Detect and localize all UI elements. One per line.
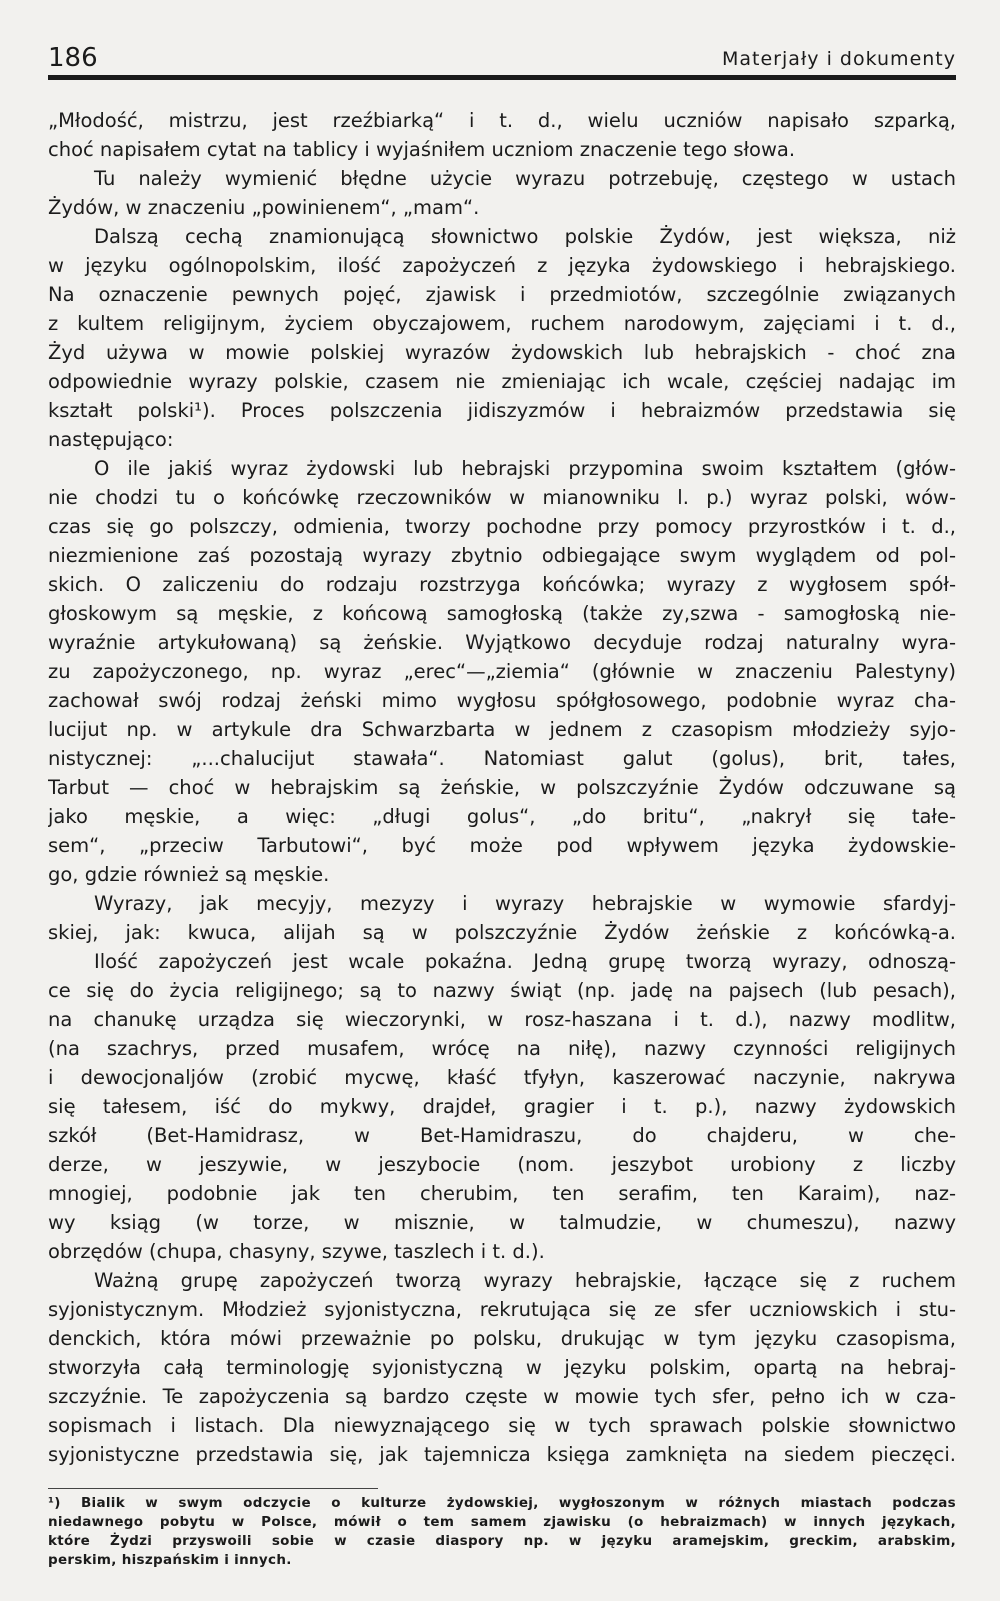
text-line: głoskowym są męskie, z końcową samogłoską (także zy,szwa - samogłoską nie- <box>48 602 956 625</box>
text-line: nie chodzi tu o końcówkę rzeczowników w mianowniku l. p.) wyraz polski, wów- <box>48 486 956 509</box>
text-line: nistycznej: „...chalucijut stawała“. Natomiast galut (golus), brit, tałes, <box>48 747 956 770</box>
text-line: jako męskie, a więc: „długi golus“, „do britu“, „nakrył się tałe- <box>48 805 956 828</box>
text-line: zu zapożyczonego, np. wyraz „erec“—„ziemia“ (głównie w znaczeniu Palestyny) <box>48 660 956 683</box>
text-line: w języku ogólnopolskim, ilość zapożyczeń z języka żydowskiego i hebrajskiego. <box>48 254 956 277</box>
text-line: Żyd używa w mowie polskiej wyrazów żydowskich lub hebrajskich - choć zna <box>48 341 956 364</box>
text-line: Na oznaczenie pewnych pojęć, zjawisk i przedmiotów, szczególnie związanych <box>48 283 956 306</box>
text-line: obrzędów (chupa, chasyny, szywe, taszlech i t. d.). <box>48 1240 545 1263</box>
text-line: lucijut np. w artykule dra Schwarzbarta w jednem z czasopism młodzieży syjo- <box>48 718 956 741</box>
text-line: czas się go polszczy, odmienia, tworzy pochodne przy pomocy przyrostków i t. d., <box>48 515 956 538</box>
text-line: Tu należy wymienić błędne użycie wyrazu potrzebuję, częstego w ustach <box>94 167 956 190</box>
text-line: stworzyła całą terminologję syjonistyczną w języku polskim, opartą na hebraj- <box>48 1356 956 1379</box>
text-line: wy ksiąg (w torze, w misznie, w talmudzie, w chumeszu), nazwy <box>48 1211 956 1234</box>
text-line: ce się do życia religijnego; są to nazwy świąt (np. jadę na pajsech (lub pesach), <box>48 979 956 1002</box>
text-line: syjonistycznym. Młodzież syjonistyczna, rekrutująca się ze sfer uczniowskich i stu- <box>48 1298 956 1321</box>
text-line: (na szachrys, przed musafem, wrócę na niłę), nazwy czynności religijnych <box>48 1037 956 1060</box>
text-line: kształt polski¹). Proces polszczenia jidiszyzmów i hebraizmów przedstawia się <box>48 399 956 422</box>
text-line: choć napisałem cytat na tablicy i wyjaśniłem uczniom znaczenie tego słowa. <box>48 138 796 161</box>
text-line: skich. O zaliczeniu do rodzaju rozstrzyga końcówka; wyrazy z wygłosem spół- <box>48 573 956 596</box>
text-line: niezmienione zaś pozostają wyrazy zbytnio odbiegające swym wyglądem od pol- <box>48 544 956 567</box>
text-line: wyraźnie artykułowaną) są żeńskie. Wyjątkowo decyduje rodzaj naturalny wyra- <box>48 631 956 654</box>
header-rule <box>48 75 956 80</box>
text-line: Wyrazy, jak mecyjy, mezyzy i wyrazy hebrajskie w wymowie sfardyj- <box>94 892 956 915</box>
text-line: „Młodość, mistrzu, jest rzeźbiarką“ i t. d., wielu uczniów napisało szparką, <box>48 109 956 132</box>
footnote-line: ¹) Bialik w swym odczycie o kulturze żydowskiej, wygłoszonym w różnych miastach podczas <box>48 1495 956 1511</box>
body-text <box>48 106 956 1469</box>
page-number: 186 <box>48 43 98 73</box>
footnote-line: niedawnego pobytu w Polsce, mówił o tem samem zjawisku (o hebraizmach) w innych językach, <box>48 1514 956 1530</box>
footnote-line: perskim, hiszpańskim i innych. <box>48 1552 292 1568</box>
text-line: Tarbut — choć w hebrajskim są żeńskie, w polszczyźnie Żydów odczuwane są <box>48 776 956 799</box>
text-line: zachował swój rodzaj żeński mimo wygłosu spółgłosowego, podobnie wyraz cha- <box>48 689 956 712</box>
text-line: mnogiej, podobnie jak ten cherubim, ten serafim, ten Karaim), naz- <box>48 1182 956 1205</box>
text-line: Dalszą cechą znamionującą słownictwo polskie Żydów, jest większa, niż <box>94 225 956 248</box>
text-line: odpowiednie wyrazy polskie, czasem nie zmieniając ich wcale, częściej nadając im <box>48 370 956 393</box>
text-line: Ważną grupę zapożyczeń tworzą wyrazy hebrajskie, łączące się z ruchem <box>94 1269 956 1292</box>
text-line: na chanukę urządza się wieczorynki, w rosz-haszana i t. d.), nazwy modlitw, <box>48 1008 956 1031</box>
page-header <box>48 42 956 76</box>
footnote-line: które Żydzi przyswoili sobie w czasie diaspory np. w języku aramejskim, greckim, arabskim, <box>48 1533 956 1549</box>
running-title: Materjały i dokumenty <box>722 48 956 70</box>
footnotes <box>48 1494 956 1570</box>
text-line: Ilość zapożyczeń jest wcale pokaźna. Jedną grupę tworzą wyrazy, odnoszą- <box>94 950 956 973</box>
footnote-divider <box>48 1488 378 1489</box>
text-line: sem“, „przeciw Tarbutowi“, być może pod wpływem języka żydowskie- <box>48 834 956 857</box>
text-line: O ile jakiś wyraz żydowski lub hebrajski przypomina swoim kształtem (głów- <box>94 457 956 480</box>
text-line: szczyźnie. Te zapożyczenia są bardzo częste w mowie tych sfer, pełno ich w cza- <box>48 1385 956 1408</box>
text-line: Żydów, w znaczeniu „powinienem“, „mam“. <box>48 196 480 219</box>
text-line: i dewocjonaljów (zrobić mycwę, kłaść tfyłyn, kaszerować naczynie, nakrywa <box>48 1066 956 1089</box>
text-line: z kultem religijnym, życiem obyczajowem, ruchem narodowym, zajęciami i t. d., <box>48 312 956 335</box>
text-line: szkół (Bet-Hamidrasz, w Bet-Hamidraszu, do chajderu, w che- <box>48 1124 956 1147</box>
text-line: się tałesem, iść do mykwy, drajdeł, gragier i t. p.), nazwy żydowskich <box>48 1095 956 1118</box>
text-line: skiej, jak: kwuca, alijah są w polszczyźnie Żydów żeńskie z końcówką-a. <box>48 921 956 944</box>
text-line: derze, w jeszywie, w jeszybocie (nom. jeszybot urobiony z liczby <box>48 1153 956 1176</box>
text-line: denckich, która mówi przeważnie po polsku, drukując w tym języku czasopisma, <box>48 1327 956 1350</box>
text-line: go, gdzie również są męskie. <box>48 863 330 886</box>
text-line: syjonistyczne przedstawia się, jak tajemnicza księga zamknięta na siedem pieczęci. <box>48 1443 956 1466</box>
text-line: następująco: <box>48 428 174 451</box>
text-line: sopismach i listach. Dla niewyznającego się w tych sprawach polskie słownictwo <box>48 1414 956 1437</box>
